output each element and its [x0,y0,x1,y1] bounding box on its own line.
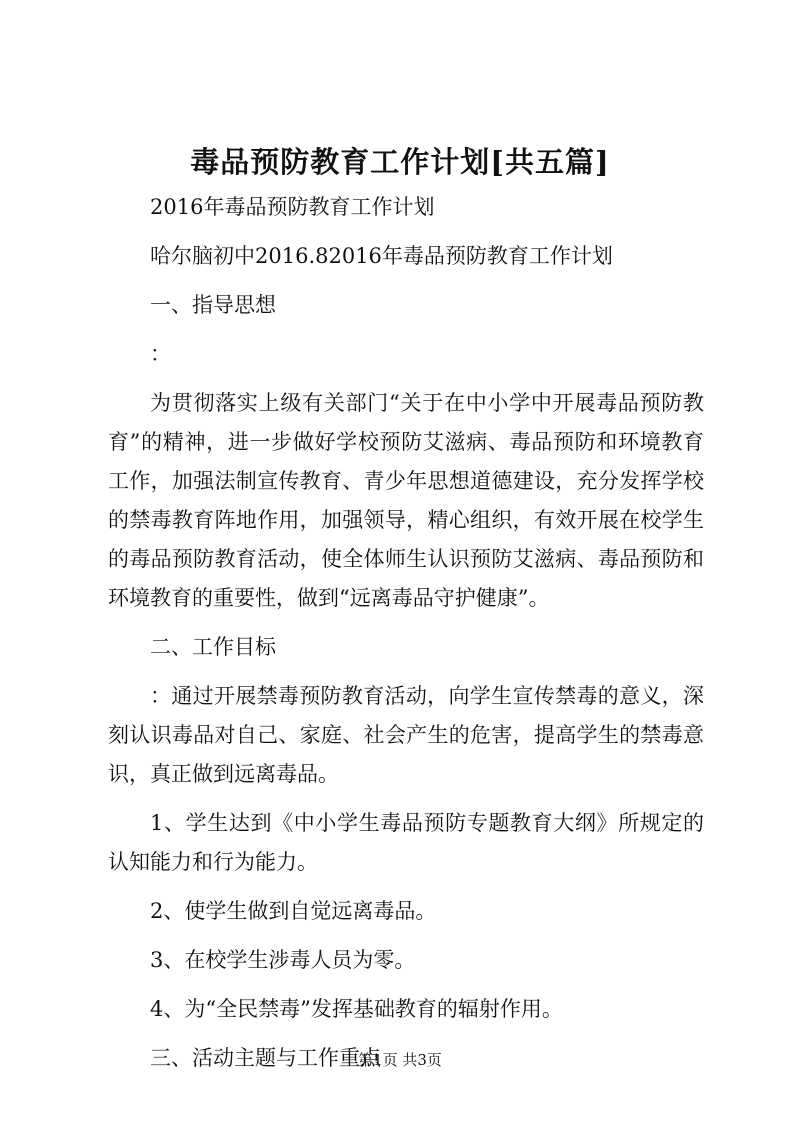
paragraph-colon: ： [150,342,171,366]
section-heading-1: 一、指导思想 [150,293,276,317]
paragraph-work-goal: ：通过开展禁毒预防教育活动，向学生宣传禁毒的意义，深刻认识毒品对自己、家庭、社会产生的危害，提高学生的禁毒意识，真正做到远离毒品。 [108,684,704,786]
goal-item-3: 3、在校学生涉毒人员为零。 [150,948,416,972]
paragraph-1: 2016年毒品预防教育工作计划 [150,195,435,219]
paragraph-guiding-thought: 为贯彻落实上级有关部门“关于在中小学中开展毒品预防教育”的精神，进一步做好学校预防艾滋病、毒品预防和环境教育工作，加强法制宣传教育、青少年思想道德建设，充分发挥学校的禁毒教育阵地作用，加强领导，精心组织，有效开展在校学生的毒品预防教育活动，使全体师生认识预防艾滋病、毒品预防和环境教育的重要性，做到“远离毒品守护健康”。 [108,391,704,610]
goal-item-1: 1、学生达到《中小学生毒品预防专题教育大纲》所规定的认知能力和行为能力。 [108,811,704,874]
paragraph-2: 哈尔脑初中2016.82016年毒品预防教育工作计划 [150,244,613,268]
goal-item-2: 2、使学生做到自觉远离毒品。 [150,899,437,923]
page-footer: 第1页 共3页 [358,1051,442,1069]
section-heading-3: 三、活动主题与工作重点 [150,1046,381,1070]
document-title: 毒品预防教育工作计划[共五篇] [190,145,610,179]
section-heading-2: 二、工作目标 [150,635,276,659]
document-body [108,188,704,1078]
goal-item-4: 4、为“全民禁毒”发挥基础教育的辐射作用。 [150,997,563,1021]
